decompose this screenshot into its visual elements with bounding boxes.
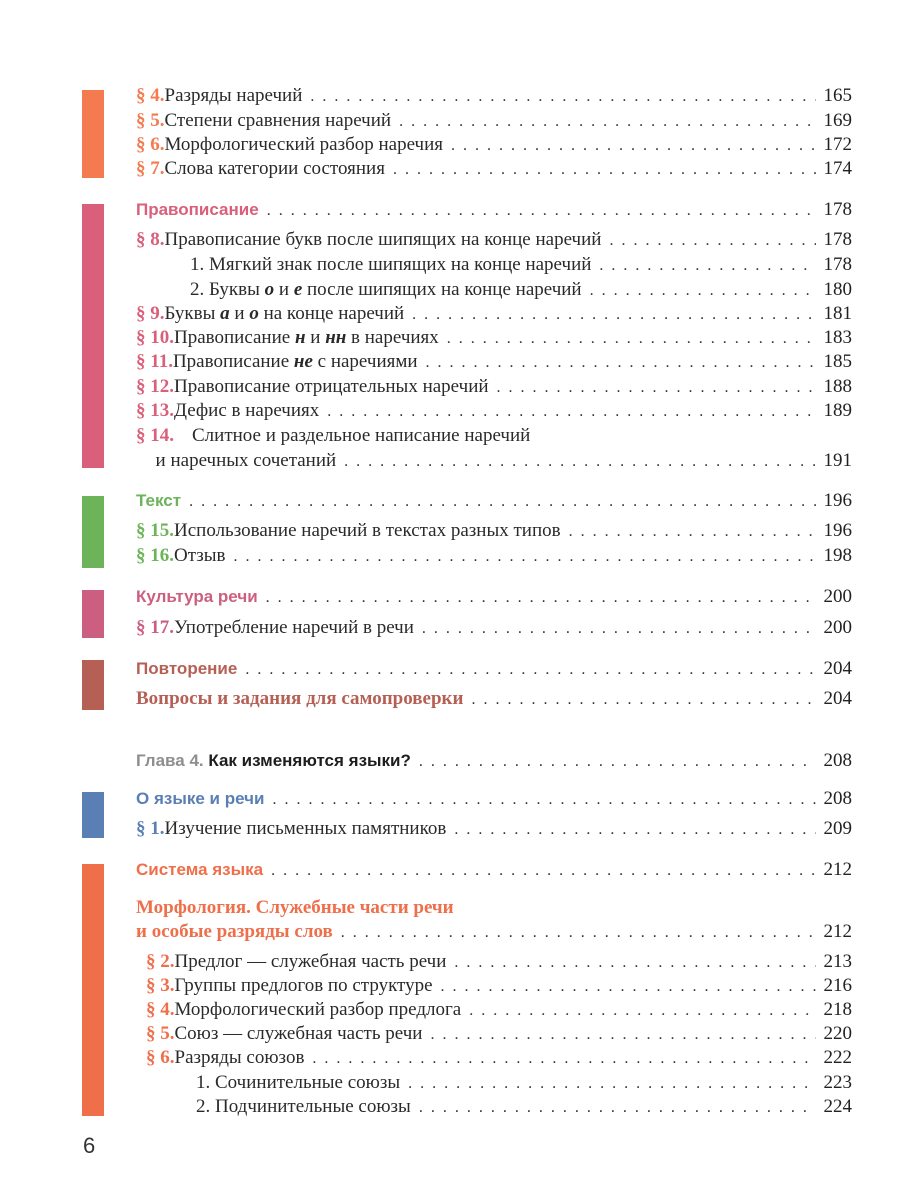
toc-entry[interactable] [136,229,852,252]
heading-title: Морфология. Служебные части речи [136,897,454,918]
page-ref: 189 [823,400,852,421]
page-ref: 178 [823,254,852,275]
toc-heading-language-system[interactable] [136,859,852,882]
section-bar-culture [82,590,104,638]
leader-dots [599,255,815,277]
toc-entry[interactable] [136,425,852,447]
page-ref: 216 [823,975,852,996]
toc-subentry[interactable] [190,279,852,302]
toc-heading-review[interactable] [136,658,852,681]
page-ref: 212 [823,859,852,880]
section-bar-morphology-adverbs [82,90,104,178]
section-number: § 2. [146,951,175,972]
page-ref: 178 [823,229,852,250]
page-ref: 180 [823,279,852,300]
leader-dots [426,352,816,374]
section-number: § 6. [146,1047,175,1068]
heading-title: Культура речи [136,587,258,606]
toc-heading-self-check[interactable] [136,688,852,711]
toc-subentry[interactable] [190,254,852,277]
page-ref: 204 [823,658,852,679]
page-ref: 218 [823,999,852,1020]
page-ref: 181 [823,303,852,324]
entry-title: Правописание н и нн в наречиях [174,327,439,348]
leader-dots [245,659,815,681]
page-ref: 183 [823,327,852,348]
page-ref: 212 [823,921,852,942]
section-number: § 11. [136,351,173,372]
leader-dots [272,789,815,811]
leader-dots [471,689,815,711]
toc-entry[interactable] [136,951,852,974]
entry-title: Дефис в наречиях [174,400,320,421]
toc-entry[interactable] [136,303,852,326]
entry-title: Слитное и раздельное написание наречий [192,425,531,446]
entry-title: Правописание не с наречиями [172,351,418,372]
page-ref: 208 [823,750,852,771]
toc-heading-morphology[interactable] [136,897,852,919]
leader-dots [234,546,816,568]
toc-heading-about-language[interactable] [136,788,852,811]
toc-entry[interactable] [136,1023,852,1046]
chapter-title: Как изменяются языки? [208,751,411,770]
entry-title: 1. Сочинительные союзы [196,1072,401,1093]
page-ref: 172 [823,134,852,155]
toc-entry[interactable] [136,545,852,568]
leader-dots [412,304,815,326]
section-number: § 13. [136,400,174,421]
leader-dots [189,491,815,513]
leader-dots [451,135,815,157]
page-ref: 169 [823,110,852,131]
leader-dots [569,521,816,543]
heading-title: и особые разряды слов [136,921,333,942]
page-ref: 198 [823,545,852,566]
leader-dots [267,200,816,222]
entry-title: Разряды союзов [174,1047,305,1068]
heading-title: Повторение [136,659,238,678]
leader-dots [441,976,816,998]
toc-heading-text[interactable] [136,490,852,513]
page-ref: 196 [823,490,852,511]
entry-title: Морфологический разбор наречия [164,134,444,155]
entry-title: Правописание букв после шипящих на конце наречий [164,229,602,250]
page-ref: 223 [823,1072,852,1093]
toc-chapter-4[interactable] [136,750,852,773]
page-ref: 200 [823,617,852,638]
page-number: 6 [83,1133,96,1158]
leader-dots [469,1000,815,1022]
section-number: § 4. [146,999,175,1020]
entry-title: и наречных сочетаний [155,450,337,471]
leader-dots [266,587,816,609]
section-number: § 15. [136,520,174,541]
section-number: § 14. [136,425,174,446]
section-bar-review [82,660,104,710]
leader-dots [310,86,815,108]
toc-entry[interactable] [136,999,852,1022]
section-bar-text [82,496,104,568]
page-ref: 220 [823,1023,852,1044]
entry-title: Союз — служебная часть речи [174,1023,423,1044]
leader-dots [341,922,816,944]
toc-entry-continuation[interactable] [136,450,852,473]
leader-dots [408,1073,815,1095]
page-ref: 165 [823,85,852,106]
toc-entry[interactable] [136,327,852,350]
page-ref: 188 [823,376,852,397]
entry-title: 2. Подчинительные союзы [196,1096,411,1117]
page-ref: 224 [823,1096,852,1117]
entry-title: Степени сравнения наречий [164,110,392,131]
entry-title: Группы предлогов по структуре [174,975,433,996]
leader-dots [430,1024,815,1046]
toc-entry[interactable] [136,818,852,841]
section-number: § 4. [136,85,165,106]
leader-dots [393,159,816,181]
section-number: § 7. [136,158,165,179]
toc-subentry[interactable] [196,1072,852,1095]
page-ref: 174 [823,158,852,179]
leader-dots [312,1048,815,1070]
entry-title: Буквы а и о на конце наречий [164,303,405,324]
toc-entry[interactable] [136,1047,852,1070]
section-number: § 5. [136,110,165,131]
heading-title: Система языка [136,860,264,879]
entry-title: 1. Мягкий знак после шипящих на конце наречий [190,254,592,275]
page-ref: 208 [823,788,852,809]
section-number: § 8. [136,229,165,250]
heading-title: Правописание [136,200,259,219]
heading-title: Вопросы и задания для самопроверки [136,688,464,709]
entry-title: Слова категории состояния [164,158,385,179]
heading-title: О языке и речи [136,789,265,808]
toc-entry[interactable] [136,134,852,157]
entry-title: 2. Буквы о и е после шипящих на конце наречий [190,279,582,300]
section-bar-spelling [82,204,104,468]
leader-dots [447,328,816,350]
page-ref: 222 [823,1047,852,1068]
page-ref: 209 [823,818,852,839]
toc-entry[interactable] [136,400,852,423]
section-number: § 16. [136,545,174,566]
leader-dots [497,377,816,399]
entry-title: Правописание отрицательных наречий [174,376,489,397]
page-ref: 178 [823,199,852,220]
entry-title: Морфологический разбор предлога [174,999,462,1020]
toc-entry[interactable] [136,351,852,374]
toc-heading-morphology-continuation[interactable] [136,921,852,944]
toc-heading-culture[interactable] [136,586,852,609]
entry-title: Употребление наречий в речи [174,617,414,638]
toc-entry[interactable] [136,975,852,998]
page-ref: 196 [823,520,852,541]
section-number: § 6. [136,134,165,155]
toc-entry[interactable] [136,520,852,543]
section-number: § 12. [136,376,174,397]
leader-dots [344,451,815,473]
entry-title: Предлог — служебная часть речи [174,951,447,972]
entry-title: Изучение письменных памятников [164,818,447,839]
section-number: § 5. [146,1023,175,1044]
leader-dots [419,1097,816,1119]
leader-dots [399,111,815,133]
toc-entry[interactable] [136,617,852,640]
entry-title: Отзыв [174,545,226,566]
toc-entry[interactable] [136,158,852,181]
toc-entry[interactable] [136,85,852,108]
leader-dots [419,751,816,773]
toc-entry[interactable] [136,376,852,399]
entry-title: Использование наречий в текстах разных типов [174,520,561,541]
leader-dots [327,401,815,423]
section-number: § 1. [136,818,165,839]
section-number: § 10. [136,327,174,348]
leader-dots [271,860,815,882]
section-bar-about-language [82,792,104,838]
page-ref: 185 [823,351,852,372]
chapter-prefix: Глава 4. [136,751,204,770]
section-number: § 3. [146,975,175,996]
page-ref: 213 [823,951,852,972]
section-number: § 17. [136,617,174,638]
leader-dots [590,280,816,302]
leader-dots [422,618,816,640]
entry-title: Разряды наречий [164,85,303,106]
heading-title: Текст [136,491,182,510]
toc-subentry[interactable] [196,1096,852,1119]
chapter-title-wrap [136,750,411,772]
page-ref: 191 [823,450,852,471]
leader-dots [454,819,815,841]
page-ref: 200 [823,586,852,607]
section-number: § 9. [136,303,165,324]
toc-heading-spelling[interactable] [136,199,852,222]
page-ref: 204 [823,688,852,709]
toc-entry[interactable] [136,110,852,133]
leader-dots [454,952,815,974]
leader-dots [609,230,815,252]
section-bar-language-system [82,864,104,1116]
